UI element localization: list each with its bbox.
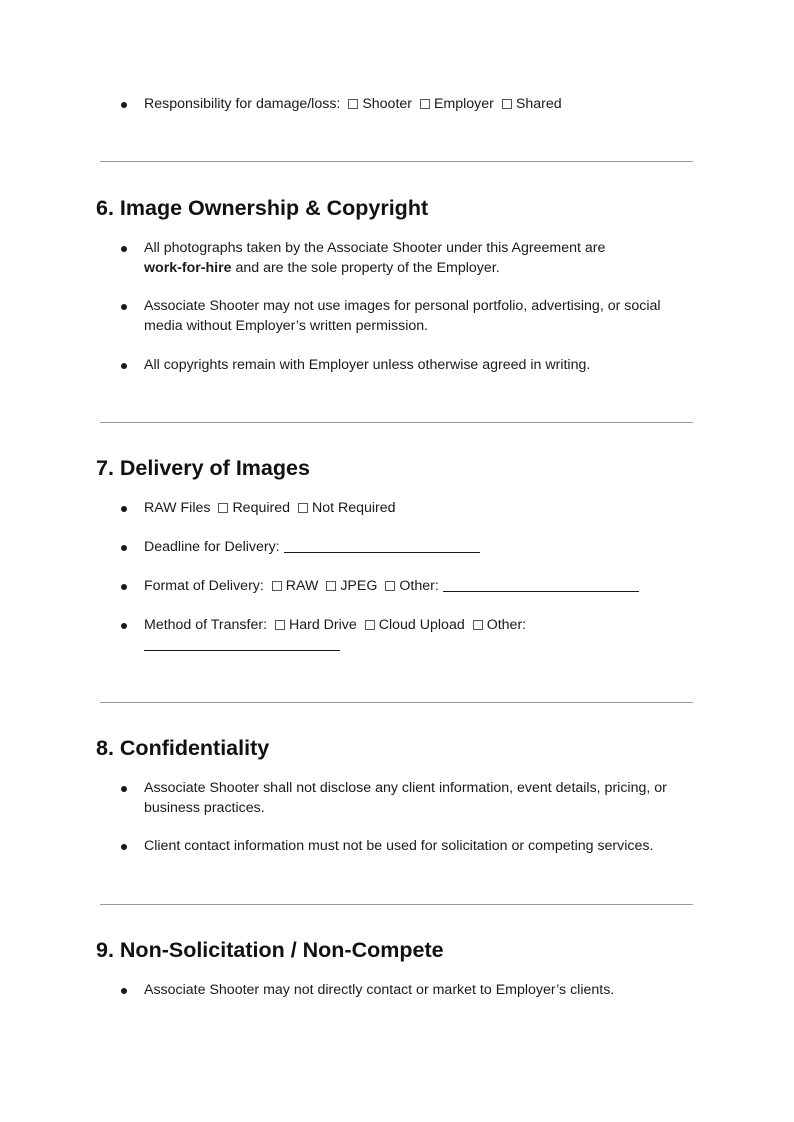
bullet-icon [121,506,127,512]
option-hard-drive-label: Hard Drive [288,617,357,633]
non-solicitation-item: Associate Shooter may not directly contact or market to Employer’s clients. [144,982,615,998]
option-employer-label: Employer [433,96,494,112]
option-jpeg-label: JPEG [340,578,378,594]
raw-files-item [144,499,704,519]
checkbox-raw[interactable] [272,581,282,591]
nondisclosure-line-2: business practices. [144,799,265,816]
option-raw-label: RAW [285,578,319,594]
checkbox-employer[interactable] [420,99,430,109]
checkbox-hard-drive[interactable] [275,620,285,630]
option-shared-label: Shared [515,96,562,112]
transfer-method-item [144,616,704,655]
option-format-other-label: Other: [399,578,439,594]
section-divider [100,422,693,423]
copyright-item: All copyrights remain with Employer unless otherwise agreed in writing. [144,357,591,373]
bullet-icon [121,786,127,792]
option-not-required-label: Not Required [311,500,396,516]
transfer-method-label: Method of Transfer: [144,617,268,633]
deadline-item [144,538,704,558]
section-7-heading: 7. Delivery of Images [96,456,310,480]
section-6-heading: 6. Image Ownership & Copyright [96,196,429,220]
format-other-input[interactable] [443,578,639,592]
transfer-other-input[interactable] [144,637,340,651]
checkbox-required[interactable] [218,503,228,513]
bullet-icon [121,844,127,850]
section-divider [100,904,693,905]
work-for-hire-text-post: and are the sole property of the Employer. [235,259,500,276]
client-contact-item: Client contact information must not be used for solicitation or competing services. [144,838,654,854]
damage-responsibility-label: Responsibility for damage/loss: [144,96,341,112]
option-required-label: Required [232,500,291,516]
section-divider [100,161,693,162]
bullet-icon [121,988,127,994]
checkbox-not-required[interactable] [298,503,308,513]
deadline-input[interactable] [284,539,480,553]
bullet-icon [121,246,127,252]
bullet-icon [121,304,127,310]
work-for-hire-term: work-for-hire [144,259,232,276]
format-item [144,577,704,597]
section-9-heading: 9. Non-Solicitation / Non-Compete [96,938,444,962]
bullet-icon [121,363,127,369]
nondisclosure-line-1: Associate Shooter shall not disclose any client information, event details, pricing, or [144,780,667,796]
bullet-icon [121,102,127,108]
option-transfer-other-label: Other: [486,617,527,633]
bullet-icon [121,584,127,590]
portfolio-use-line-2: media without Employer’s written permission. [144,317,429,334]
checkbox-jpeg[interactable] [326,581,336,591]
section-8-heading: 8. Confidentiality [96,736,270,760]
option-cloud-upload-label: Cloud Upload [378,617,465,633]
raw-files-label: RAW Files [144,500,211,516]
checkbox-transfer-other[interactable] [473,620,483,630]
work-for-hire-item [144,239,704,278]
checkbox-shared[interactable] [502,99,512,109]
checkbox-format-other[interactable] [385,581,395,591]
option-shooter-label: Shooter [362,96,413,112]
bullet-icon [121,545,127,551]
format-label: Format of Delivery: [144,578,264,594]
section-divider [100,702,693,703]
damage-responsibility-item [144,95,704,115]
nondisclosure-item [144,779,704,818]
portfolio-use-line-1: Associate Shooter may not use images for personal portfolio, advertising, or social [144,298,661,314]
work-for-hire-text-pre: All photographs taken by the Associate Shooter under this Agreement are [144,240,606,256]
checkbox-cloud-upload[interactable] [365,620,375,630]
bullet-icon [121,623,127,629]
checkbox-shooter[interactable] [348,99,358,109]
deadline-label: Deadline for Delivery: [144,539,280,555]
portfolio-use-item [144,297,704,336]
